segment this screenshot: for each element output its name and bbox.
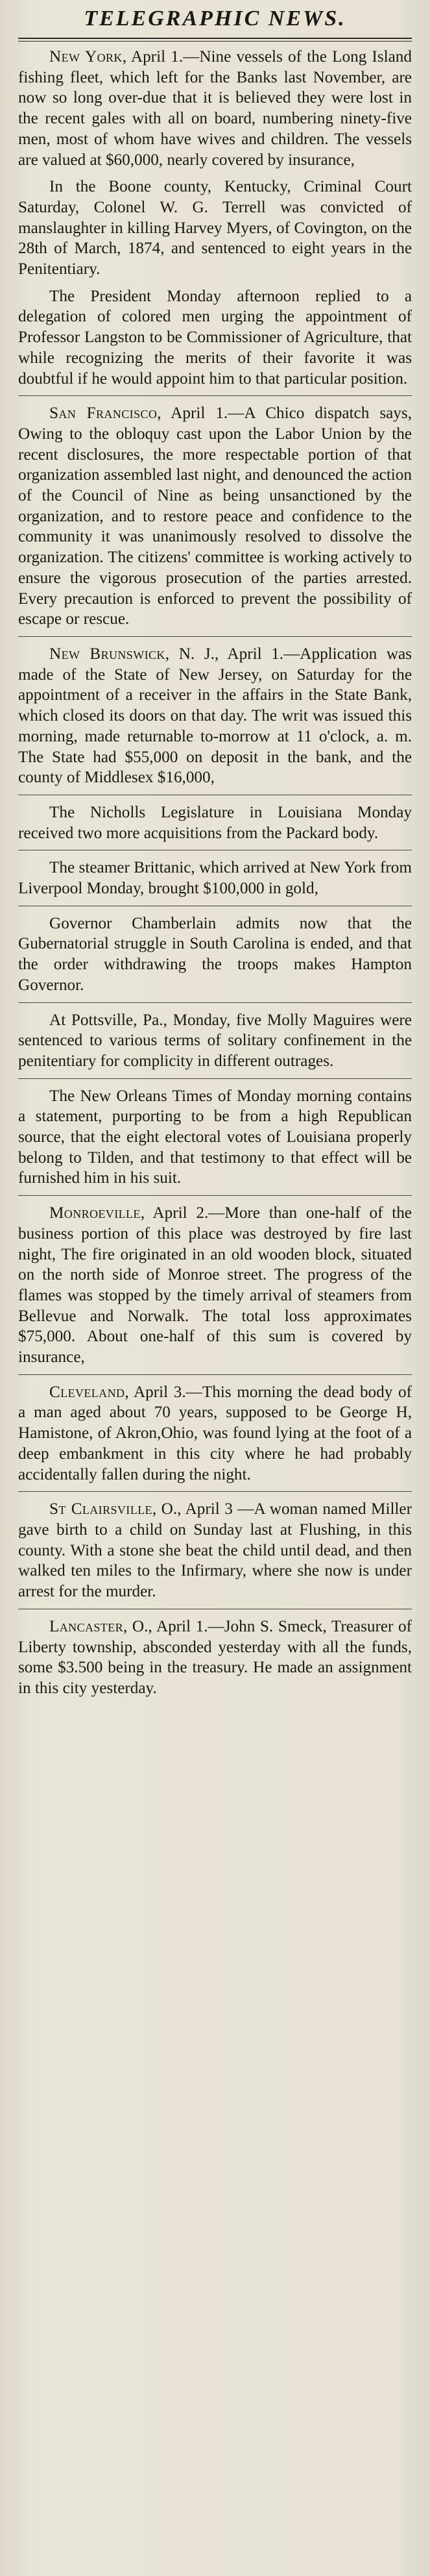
- section-heading: TELEGRAPHIC NEWS.: [84, 6, 346, 31]
- article-column: [18, 47, 412, 1705]
- news-item-san-francisco: [18, 403, 412, 630]
- news-text-governor-chamberlain: Governor Chamberlain admits now that the Gubernatorial struggle in South Carolina is ended, and that the order withdrawing the troops makes Hampton Governor.: [18, 914, 412, 994]
- news-item-president: [18, 286, 412, 390]
- news-item-pottsville: [18, 1010, 412, 1072]
- news-item-st-clairsville: [18, 1499, 412, 1602]
- dateline-cleveland: Cleveland: [49, 1383, 125, 1401]
- news-text-new-orleans-times: The New Orleans Times of Monday morning contains a statement, purporting to be from a high Republican source, that the eight electoral votes of Louisiana properly belong to Tilden, and that testimony to that effect will be furnished him in his suit.: [18, 1087, 412, 1187]
- news-text-president: The President Monday afternoon replied to a delegation of colored men urging the appointment of Professor Langston to be Commissioner of Agriculture, that while recognizing the merits of their favorite it was doubtful if he would appoint him to that particular position.: [18, 287, 412, 388]
- news-text-steamer-brittanic: The steamer Brittanic, which arrived at New York from Liverpool Monday, brought $100,000 in gold,: [18, 859, 412, 898]
- news-text-cleveland: , April 3.—This morning the dead body of a man aged about 70 years, supposed to be George H, Hamistone, of Akron,Ohio, was found lying at the foot of a deep embankment in this city where he had probably accidentally fallen during the night.: [18, 1383, 412, 1483]
- news-text-monroeville: , April 2.—More than one-half of the business portion of this place was destroyed by fire last night, The fire originated in an old wooden block, situated on the north side of Monroe street. The progress of the flames was stopped by the timely arrival of steamers from Bellevue and Norwalk. The total loss approximates $75,000. About one-half of this sum is covered by insurance,: [18, 1204, 412, 1367]
- news-item-cleveland: [18, 1382, 412, 1485]
- item-divider: [18, 636, 412, 637]
- heading-rule-top: [18, 38, 412, 39]
- dateline-monroeville: Monroeville: [49, 1204, 141, 1222]
- item-divider: [18, 1491, 412, 1492]
- news-text-new-brunswick: , N. J., April 1.—Application was made of the State of New Jersey, on Saturday for the appointment of a receiver in the affairs in the State Bank, which closed its doors on that day. The writ was issued this morning, made returnable to-morrow at 11 o'clock, a. m. The State had $55,000 on deposit in the bank, and the county of Middlesex $16,000,: [18, 645, 412, 787]
- news-item-governor-chamberlain: [18, 913, 412, 996]
- dateline-st-clairsville: St Clairsville: [49, 1500, 152, 1518]
- item-divider: [18, 1002, 412, 1003]
- news-item-monroeville: [18, 1203, 412, 1368]
- news-item-boone-county: [18, 177, 412, 280]
- item-divider: [18, 395, 412, 396]
- news-item-new-orleans-times: [18, 1086, 412, 1189]
- news-text-boone-county: In the Boone county, Kentucky, Criminal Court Saturday, Colonel W. G. Terrell was convicted of manslaughter in killing Harvey Myers, of Covington, on the 28th of March, 1874, and sentenced to eight years in the Penitentiary.: [18, 178, 412, 279]
- news-item-new-brunswick: [18, 644, 412, 788]
- news-text-st-clairsville: , O., April 3 —A woman named Miller gave birth to a child on Sunday last at Flushing, in this county. With a stone she beat the child until dead, and then walked ten miles to the Infirmary, where she now is under arrest for the murder.: [18, 1500, 412, 1601]
- news-text-lancaster: , O., April 1.—John S. Smeck, Treasurer of Liberty township, absconded yesterday with all the funds, some $3.500 being in the treasury. He made an assignment in this city yesterday.: [18, 1617, 412, 1697]
- item-divider: [18, 1374, 412, 1375]
- news-item-lancaster: [18, 1616, 412, 1699]
- news-text-san-francisco: , April 1.—A Chico dispatch says, Owing to the obloquy cast upon the Labor Union by the recent disclosures, the more respectable portion of that organization assembled last night, and denounced the action of the Council of Nine as being unsanctioned by the organization, and to restore peace and confidence to the community it was unanimously resolved to dissolve the organization. The citizens' committee is working actively to ensure the vigorous prosecution of the parties arrested. Every precaution is enforced to prevent the possibility of escape or rescue.: [18, 404, 412, 628]
- dateline-new-york: New York: [49, 48, 123, 66]
- heading-rule-bottom: [18, 41, 412, 42]
- item-divider: [18, 1078, 412, 1079]
- dateline-san-francisco: San Francisco: [49, 404, 158, 423]
- dateline-lancaster: Lancaster: [49, 1617, 123, 1635]
- news-text-new-york: , April 1.—Nine vessels of the Long Island fishing fleet, which left for the Banks last November, are now so long over-due that it is believed they were lost in the recent gales with all on board, numbering ninety-five men, most of whom have wives and children. The vessels are valued at $60,000, nearly covered by insurance,: [18, 48, 412, 169]
- news-text-pottsville: At Pottsville, Pa., Monday, five Molly Maguires were sentenced to various terms of solitary confinement in the penitentiary for complicity in different outrages.: [18, 1011, 412, 1070]
- news-item-louisiana-legislature: [18, 802, 412, 843]
- dateline-new-brunswick: New Brunswick: [49, 645, 165, 663]
- news-text-louisiana-legislature: The Nicholls Legislature in Louisiana Monday received two more acquisitions from the Packard body.: [18, 803, 412, 842]
- item-divider: [18, 1195, 412, 1196]
- news-item-steamer-brittanic: [18, 858, 412, 898]
- news-item-new-york: [18, 47, 412, 170]
